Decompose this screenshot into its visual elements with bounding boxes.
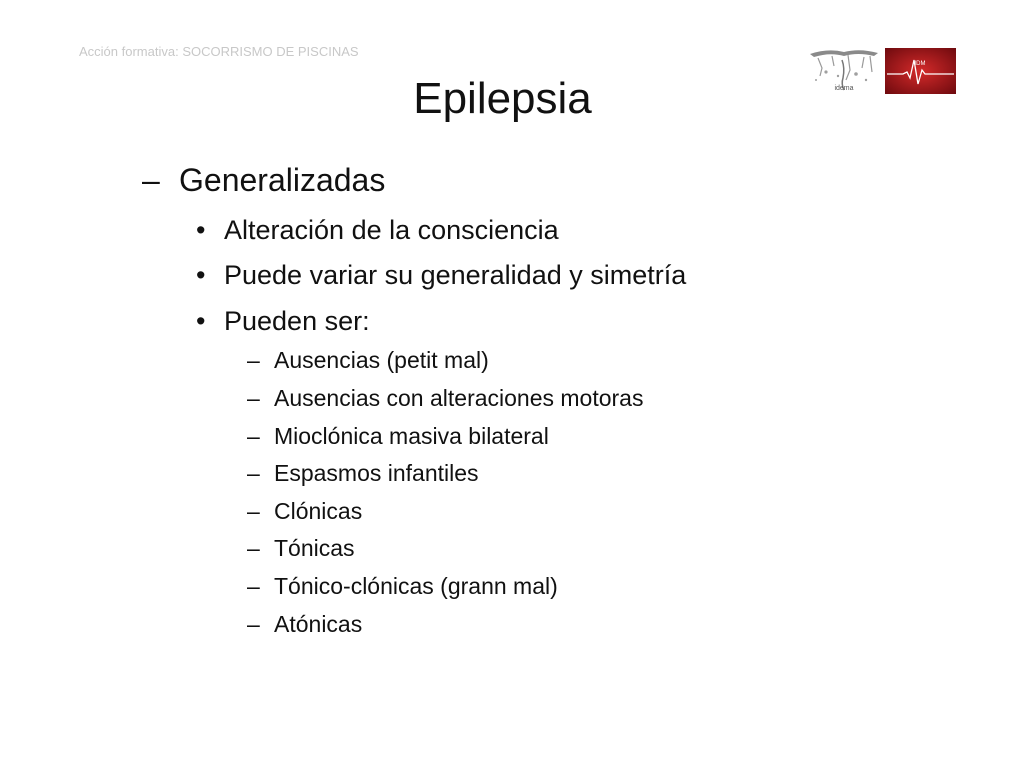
- slide-title: Epilepsia: [413, 74, 592, 123]
- type-label: Ausencias con alteraciones motoras: [274, 385, 644, 411]
- type-label: Ausencias (petit mal): [274, 347, 489, 373]
- bullet-marker: •: [196, 260, 206, 290]
- dash-marker: –: [247, 423, 260, 449]
- section-dash-marker: –: [142, 162, 160, 198]
- type-label: Mioclónica masiva bilateral: [274, 423, 549, 449]
- water-logo-text: idema: [834, 85, 854, 92]
- type-label: Atónicas: [274, 611, 363, 637]
- dash-marker: –: [247, 498, 260, 524]
- bullet-label: Puede variar su generalidad y simetría: [224, 260, 687, 290]
- bullet-label: Alteración de la consciencia: [224, 215, 559, 245]
- dash-marker: –: [247, 460, 260, 486]
- course-header: Acción formativa: SOCORRISMO DE PISCINAS: [79, 44, 359, 59]
- type-label: Tónicas: [274, 535, 355, 561]
- bullet-marker: •: [196, 215, 206, 245]
- dash-marker: –: [247, 385, 260, 411]
- dash-marker: –: [247, 347, 260, 373]
- dash-marker: –: [247, 535, 260, 561]
- type-label: Espasmos infantiles: [274, 460, 479, 486]
- section-label: Generalizadas: [179, 162, 386, 198]
- bullet-marker: •: [196, 306, 206, 336]
- type-label: Tónico-clónicas (grann mal): [274, 573, 558, 599]
- type-label: Clónicas: [274, 498, 363, 524]
- dash-marker: –: [247, 611, 260, 637]
- dash-marker: –: [247, 573, 260, 599]
- bullet-label: Pueden ser:: [224, 306, 370, 336]
- idm-logo-text: IDM: [914, 61, 926, 67]
